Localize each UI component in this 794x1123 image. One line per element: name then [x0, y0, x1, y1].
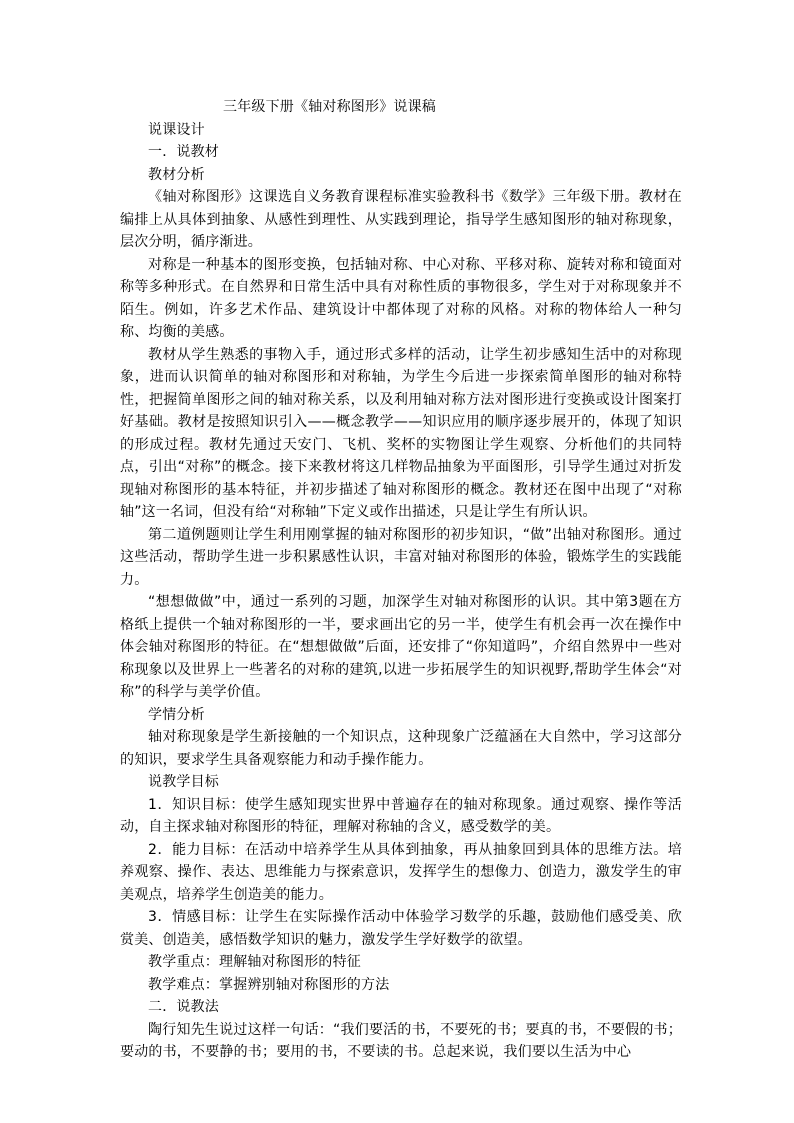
heading-teaching-goals: 说教学目标: [148, 774, 219, 790]
goal-ability: 2．能力目标：在活动中培养学生从具体到抽象，再从抽象回到具体的思维方法。培养观察、操作、表达、思维能力与探索意识，发挥学生的想像力、创造力，激发学生的审美观点，培养学生创造美的能力。: [120, 841, 682, 903]
document-page: [120, 96, 682, 1064]
paragraph-4: 第二道例题则让学生利用刚掌握的轴对称图形的初步知识，“做”出轴对称图形。通过这些活动，帮助学生进一步积累感性认识，丰富对轴对称图形的体验，锻炼学生的实践能力。: [120, 526, 682, 588]
paragraph-6: 轴对称现象是学生新接触的一个知识点，这种现象广泛蕴涵在大自然中，学习这部分的知识，要求学生具备观察能力和动手操作能力。: [120, 729, 682, 768]
paragraph-3: 教材从学生熟悉的事物入手，通过形式多样的活动，让学生初步感知生活中的对称现象，进而认识简单的轴对称图形和对称轴，为学生今后进一步探索简单图形的轴对称特性，把握简单图形之间的轴对称关系，以及利用轴对称方法对图形进行变换或设计图案打好基础。教材是按照知识引入——概念教学——知识应用的顺序逐步展开的，体现了知识的形成过程。教材先通过天安门、飞机、奖杯的实物图让学生观察、分析他们的共同特点，引出“对称”的概念。接下来教材将这几样物品抽象为平面图形，引导学生通过对折发现轴对称图形的基本特征，并初步描述了轴对称图形的概念。教材还在图中出现了“对称轴”这一名词，但没有给“对称轴”下定义或作出描述，只是让学生有所认识。: [120, 346, 682, 520]
document-title: 三年级下册《轴对称图形》说课稿: [223, 99, 436, 115]
heading-textbook-analysis: 教材分析: [148, 166, 205, 183]
paragraph-2: 对称是一种基本的图形变换，包括轴对称、中心对称、平移对称、旋转对称和镜面对称等多种形式。在自然界和日常生活中具有对称性质的事物很多，学生对于对称现象并不陌生。例如，许多艺术作品、建筑设计中都体现了对称的风格。对称的物体给人一种匀称、均衡的美感。: [120, 256, 682, 340]
teaching-key-point: 教学重点：理解轴对称图形的特征: [148, 954, 361, 970]
heading-design: 说课设计: [148, 121, 205, 138]
teaching-difficulty: 教学难点：掌握辨别轴对称图形的方法: [148, 976, 390, 993]
paragraph-1: 《轴对称图形》这课选自义务教育课程标准实验教科书《数学》三年级下册。教材在编排上从具体到抽象、从感性到理性、从实践到理论，指导学生感知图形的轴对称现象，层次分明，循序渐进。: [120, 189, 682, 250]
paragraph-7: 陶行知先生说过这样一句话：“我们要活的书，不要死的书；要真的书，不要假的书；要动的书，不要静的书；要用的书，不要读的书。总起来说，我们要以生活为中心: [120, 1021, 682, 1060]
goal-knowledge: 1．知识目标：使学生感知现实世界中普遍存在的轴对称现象。通过观察、操作等活动，自主探求轴对称图形的特征，理解对称轴的含义，感受数学的美。: [120, 796, 682, 835]
heading-section-2: 二．说教法: [148, 999, 219, 1015]
heading-section-1: 一．说教材: [148, 144, 219, 160]
paragraph-5: “想想做做”中，通过一系列的习题，加深学生对轴对称图形的认识。其中第3题在方格纸上提供一个轴对称图形的一半，要求画出它的另一半，使学生有机会再一次在操作中体会轴对称图形的特征。在“想想做做”后面，还安排了“你知道吗”，介绍自然界中一些对称现象以及世界上一些著名的对称的建筑,以进一步拓展学生的知识视野,帮助学生体会“对称”的科学与美学价值。: [120, 594, 682, 700]
heading-student-analysis: 学情分析: [148, 706, 205, 723]
goal-emotion: 3．情感目标：让学生在实际操作活动中体验学习数学的乐趣，鼓励他们感受美、欣赏美、创造美，感悟数学知识的魅力，激发学生学好数学的欲望。: [120, 909, 682, 948]
